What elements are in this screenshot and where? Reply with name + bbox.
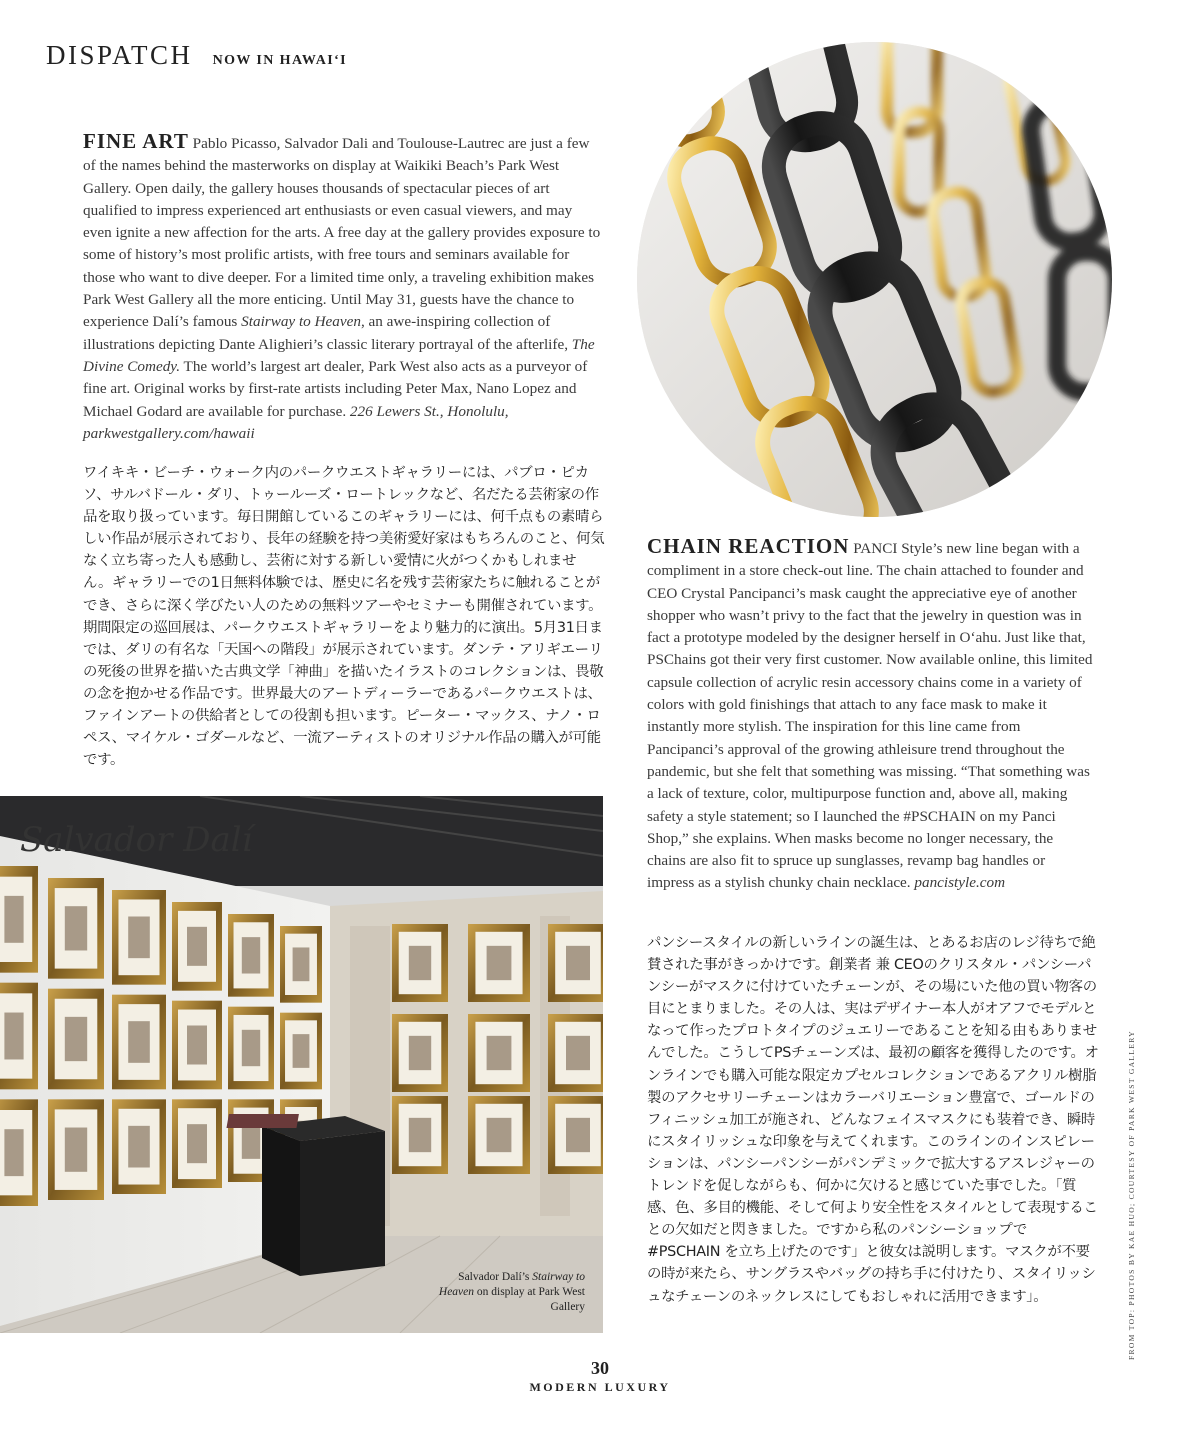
caption-artwork-title: Stairway to Heaven xyxy=(438,1271,585,1298)
page-header xyxy=(46,40,347,71)
publication-name: MODERN LUXURY xyxy=(529,1380,671,1394)
framed-artwork xyxy=(392,1014,448,1092)
text-run: The world’s largest art dealer, Park West also acts as a purveyor of fine art. Original works by first-rate artists including Peter Max, Nano Lopez and Michael Godard are available for purchase. xyxy=(83,357,588,420)
chain-illustration xyxy=(637,42,1112,517)
framed-artwork xyxy=(392,924,448,1002)
framed-artwork xyxy=(48,989,104,1090)
chain-reaction-heading: CHAIN REACTION xyxy=(647,534,850,558)
framed-artwork xyxy=(548,924,603,1002)
page-number: 30 xyxy=(591,1358,609,1378)
section-title: DISPATCH xyxy=(46,40,193,70)
page-footer xyxy=(0,1358,1200,1395)
caption-location: on display at Park West Gallery xyxy=(474,1286,585,1313)
framed-artwork xyxy=(280,1013,322,1090)
italic-run: The Divine Comedy. xyxy=(83,335,595,375)
framed-artwork xyxy=(548,1096,603,1174)
framed-artwork xyxy=(280,926,322,1003)
chain-reaction-japanese: パンシースタイルの新しいラインの誕生は、とあるお店のレジ待ちで絶賛された事がきっかけです。創業者 兼 CEOのクリスタル・パンシーパンシーがマスクに付けていたチェーンが、その場にいた他の買い物客の目にとまりました。その人は、実はデザイナー本人がオアフでモデルとなって作ったプロトタイプのジュエリーであることを知る由もありませんでした。こうしてPSチェーンズは、最初の顧客を獲得したのです。オンラインでも購入可能な限定カプセルコレクションであるアクリル樹脂製のアクセサリーチェーンはカラーバリエーション豊富で、ゴールドのフィニッシュ加工が施され、どんなフェイスマスクにも装着でき、瞬時にスタイリッシュな印象を与えてくれます。このラインのインスピレーションは、パンシーパンシーがパンデミックで拡大するアスレジャーのトレンドを促しながらも、何かに欠けると感じていた事でした。「質感、色、多目的機能、そして何より安全性をスタイルとして表現することの欠如だと閃きました。ですから私のパンシーショップで #PSCHAIN を立ち上げたのです」と彼女は説明します。マスクが不要の時が来たら、サングラスやバッグの持ち手に付けたり、スタイリッシュなチェーンのネックレスにしてもおしゃれに活用できます」。 xyxy=(647,935,1099,1305)
framed-artwork xyxy=(468,1096,530,1174)
framed-artwork xyxy=(0,866,38,973)
italic-run: Stairway to Heaven xyxy=(241,313,361,331)
fine-art-body xyxy=(83,135,600,442)
framed-artwork xyxy=(0,983,38,1090)
framed-artwork xyxy=(172,1001,222,1090)
framed-artwork xyxy=(392,1096,448,1174)
italic-run: 226 Lewers St., Honolulu, parkwestgallery.com/hawaii xyxy=(83,402,509,442)
framed-artwork xyxy=(468,924,530,1002)
text-run: Pablo Picasso, Salvador Dali and Toulouse-Lautrec are just a few of the names behind the masterworks on display at Waikiki Beach’s Park West Gallery. Open daily, the gallery houses thousands of spectacular pieces of art qualified to impress experienced art enthusiasts or even casual viewers, and may even ignite a new affection for the arts. A free day at the gallery provides exposure to some of history’s most prolific artists, with free tours and seminars available for those who want to dive deeper. For a limited time only, a traveling exhibition makes Park West Gallery all the more enticing. Until May 31, guests have the chance to experience Dalí’s famous xyxy=(83,135,601,331)
text-run: , an awe-inspiring collection of illustrations depicting Dante Alighieri’s classic literary portrayal of the afterlife, xyxy=(83,313,572,353)
dali-signature: Salvador Dalí xyxy=(20,820,253,860)
chain-reaction-body xyxy=(647,540,1092,891)
photo-credit: FROM TOP: PHOTOS BY KAE HUO; COURTESY OF PARK WEST GALLERY xyxy=(1127,1030,1136,1360)
framed-artwork xyxy=(172,902,222,991)
caption-text: Salvador Dalí’s xyxy=(458,1271,533,1283)
framed-artwork xyxy=(48,878,104,979)
framed-artwork xyxy=(48,1099,104,1200)
framed-artwork xyxy=(112,995,166,1090)
framed-artwork xyxy=(112,1099,166,1194)
framed-artwork xyxy=(172,1099,222,1188)
framed-artwork xyxy=(0,1099,38,1206)
section-subtitle: NOW IN HAWAI‘I xyxy=(212,53,348,68)
italic-run: pancistyle.com xyxy=(914,874,1006,892)
framed-artwork xyxy=(468,1014,530,1092)
framed-artwork xyxy=(228,1007,274,1090)
framed-artwork xyxy=(228,914,274,997)
gallery-illustration xyxy=(0,796,603,1333)
fine-art-article xyxy=(83,130,601,445)
framed-artwork xyxy=(112,890,166,985)
chain-photo xyxy=(637,42,1112,517)
gallery-photo xyxy=(0,796,603,1333)
photo-caption xyxy=(435,1270,585,1315)
text-run: PANCI Style’s new line began with a compliment in a store check-out line. The chain attached to founder and CEO Crystal Pancipanci’s mask caught the appreciative eye of another shopper who wasn’t privy to the fact that the jewelry in question was in fact a prototype modeled by the designer herself in O‘ahu. Just like that, PSChains got their very first customer. Now available online, this limited capsule collection of acrylic resin accessory chains come in a variety of colors with gold finishings that attach to any face mask to make it instantly more stylish. The inspiration for this line came from Pancipanci’s approval of the growing athleisure trend throughout the pandemic, but she felt that something was missing. “That something was a lack of texture, color, multipurpose function and, above all, making safety a style statement; so I launched the #PSCHAIN on my Panci Shop,” she explains. When masks become no longer necessary, the chains are also fit to spruce up sunglasses, revamp bag handles or impress as a stylish chunky chain necklace. xyxy=(647,540,1093,892)
fine-art-heading: FINE ART xyxy=(83,129,189,153)
framed-artwork xyxy=(548,1014,603,1092)
fine-art-japanese: ワイキキ・ビーチ・ウォーク内のパークウエストギャラリーには、パブロ・ピカソ、サルバドール・ダリ、トゥールーズ・ロートレックなど、名だたる芸術家の作品を取り扱っています。毎日開館しているこのギャラリーには、何千点もの素晴らしい作品が展示されており、長年の経験を持つ美術愛好家はもちろんのこと、何気なく立ち寄った人も感動し、芸術に対する新しい愛情に火がつくかもしれません。ギャラリーでの1日無料体験では、歴史に名を残す芸術家たちに触れることができ、さらに深く学びたい人のための無料ツアーやセミナーも開催されています。期間限定の巡回展は、パークウエストギャラリーをより魅力的に演出。5月31日までは、ダリの有名な「天国への階段」が展示されています。ダンテ・アリギエーリの死後の世界を描いた古典文学「神曲」を描いたイラストのコレクションは、畏敬の念を抱かせる作品です。世界最大のアートディーラーであるパークウエストは、ファインアートの供給者としての役割も担います。ピーター・マックス、ナノ・ロペス、マイケル・ゴダールなど、一流アーティストのオリジナル作品の購入が可能です。 xyxy=(83,465,605,769)
chain-reaction-article xyxy=(647,535,1095,895)
